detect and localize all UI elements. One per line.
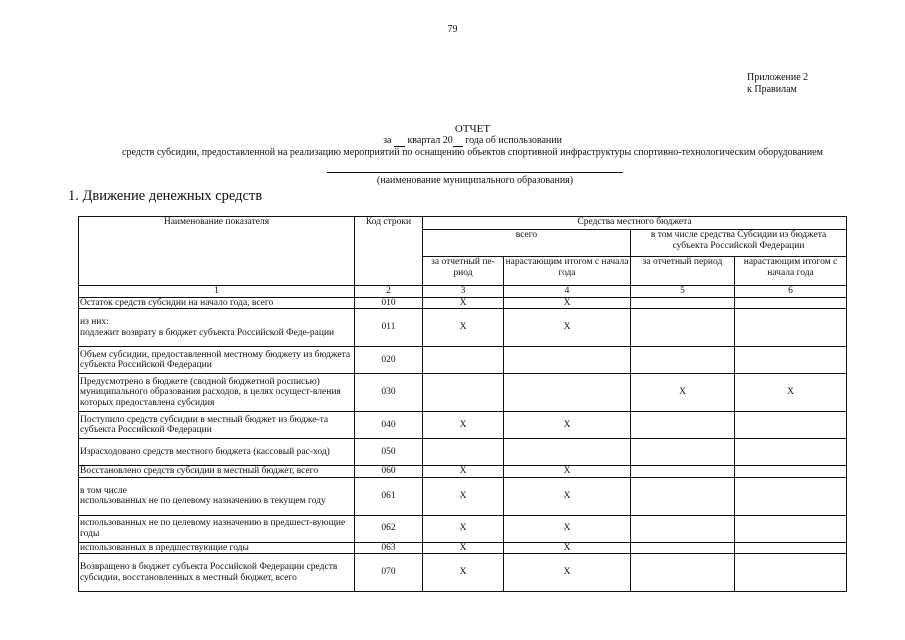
header-cumulative: нарастающим итогом с начала года (504, 257, 631, 286)
table-row (79, 466, 847, 478)
row-code: 050 (355, 439, 423, 466)
cell-col-4: X (504, 542, 631, 554)
header-row-code: Код строки (355, 217, 423, 286)
cell-col-4: X (504, 554, 631, 592)
row-name: Предусмотрено в бюджете (сводной бюджетной росписью) муниципального образования расходов, в целях осущест-вления которых предоставлена субсидия (79, 374, 355, 412)
header-total: всего (423, 230, 631, 257)
cell-col-4 (504, 347, 631, 374)
row-name: из них: подлежит возврату в бюджет субъекта Российской Феде-рации (79, 309, 355, 347)
cell-col-6: X (735, 374, 847, 412)
cell-col-6 (735, 347, 847, 374)
col-number: 6 (735, 286, 847, 298)
report-period-za: за (383, 135, 392, 146)
row-code: 011 (355, 309, 423, 347)
col-number: 5 (631, 286, 735, 298)
cell-col-5 (631, 347, 735, 374)
row-name: Израсходовано средств местного бюджета (кассовый рас-ход) (79, 439, 355, 466)
cell-col-5 (631, 297, 735, 309)
row-name: Остаток средств субсидии на начало года, всего (79, 297, 355, 309)
table-row (79, 347, 847, 374)
cell-col-5 (631, 466, 735, 478)
cell-col-4 (504, 439, 631, 466)
row-code: 060 (355, 466, 423, 478)
report-period-end: года об использовании (465, 135, 562, 146)
cell-col-6 (735, 412, 847, 439)
row-code: 070 (355, 554, 423, 592)
cell-col-3: X (423, 515, 504, 542)
section-heading: 1. Движение денежных средств (68, 188, 263, 204)
row-code: 063 (355, 542, 423, 554)
cell-col-4: X (504, 309, 631, 347)
row-name: Восстановлено средств субсидии в местный бюджет, всего (79, 466, 355, 478)
header-cumulative-2: нарастающим итогом с начала года (735, 257, 847, 286)
cell-col-5 (631, 309, 735, 347)
cell-col-3: X (423, 412, 504, 439)
row-name: в том числе использованных не по целевому назначению в текущем году (79, 477, 355, 515)
cell-col-4: X (504, 477, 631, 515)
cell-col-3: X (423, 309, 504, 347)
report-subject: средств субсидии, предоставленной на реализацию мероприятий по оснащению объектов спортивной инфраструктуры спортивно-технологическим оборудованием (122, 147, 823, 158)
cell-col-6 (735, 309, 847, 347)
cell-col-5 (631, 542, 735, 554)
cell-col-6 (735, 297, 847, 309)
cell-col-5 (631, 477, 735, 515)
report-period-line (0, 135, 905, 147)
cell-col-3 (423, 347, 504, 374)
table-row (79, 374, 847, 412)
cell-col-3: X (423, 297, 504, 309)
row-name: использованных не по целевому назначению в предшест-вующие годы (79, 515, 355, 542)
table-body (79, 297, 847, 592)
table-row (79, 439, 847, 466)
cell-col-3: X (423, 466, 504, 478)
header-indicator-name: Наименование показателя (79, 217, 355, 286)
cell-col-6 (735, 439, 847, 466)
report-period-quarter: квартал 20 (407, 135, 453, 146)
table-row (79, 554, 847, 592)
table-row (79, 515, 847, 542)
row-code: 040 (355, 412, 423, 439)
cell-col-5 (631, 412, 735, 439)
row-name: Возвращено в бюджет субъекта Российской Федерации средств субсидии, восстановленных в местный бюджет, всего (79, 554, 355, 592)
cell-col-5: X (631, 374, 735, 412)
cell-col-6 (735, 466, 847, 478)
cell-col-4: X (504, 466, 631, 478)
col-number: 4 (504, 286, 631, 298)
cell-col-4 (504, 374, 631, 412)
quarter-blank (394, 135, 405, 147)
cell-col-3 (423, 439, 504, 466)
col-number: 2 (355, 286, 423, 298)
municipality-name-line (327, 172, 623, 173)
report-title-block (0, 124, 905, 158)
municipality-caption: (наименование муниципального образования) (376, 175, 574, 186)
row-name: Поступило средств субсидии в местный бюджет из бюдже-та субъекта Российской Федерации (79, 412, 355, 439)
row-code: 030 (355, 374, 423, 412)
report-title: ОТЧЕТ (454, 123, 491, 135)
cell-col-6 (735, 515, 847, 542)
cell-col-5 (631, 554, 735, 592)
funds-movement-table (78, 216, 847, 592)
cell-col-3 (423, 374, 504, 412)
cell-col-6 (735, 477, 847, 515)
appendix-line-2: к Правилам (747, 84, 797, 95)
cell-col-5 (631, 439, 735, 466)
row-code: 010 (355, 297, 423, 309)
col-number: 3 (423, 286, 504, 298)
appendix-line-1: Приложение 2 (747, 72, 809, 83)
header-period: за отчетный пе-риод (423, 257, 504, 286)
cell-col-4: X (504, 515, 631, 542)
row-name: использованных в предшествующие годы (79, 542, 355, 554)
cell-col-3: X (423, 554, 504, 592)
table-row (79, 542, 847, 554)
cell-col-4: X (504, 297, 631, 309)
cell-col-6 (735, 542, 847, 554)
row-code: 062 (355, 515, 423, 542)
row-code: 061 (355, 477, 423, 515)
cell-col-6 (735, 554, 847, 592)
row-name: Объем субсидии, предоставленной местному бюджету из бюджета субъекта Российской Федерации (79, 347, 355, 374)
header-incl-subsidy: в том числе средства Субсидии из бюджета субъекта Российской Федерации (631, 230, 847, 257)
header-period-2: за отчетный период (631, 257, 735, 286)
table-row (79, 309, 847, 347)
cell-col-4: X (504, 412, 631, 439)
page-number: 79 (447, 24, 458, 35)
table-row (79, 477, 847, 515)
table-row (79, 297, 847, 309)
table-row (79, 412, 847, 439)
cell-col-3: X (423, 542, 504, 554)
cell-col-3: X (423, 477, 504, 515)
row-code: 020 (355, 347, 423, 374)
col-number: 1 (79, 286, 355, 298)
cell-col-5 (631, 515, 735, 542)
year-blank (453, 135, 463, 147)
appendix-note (747, 72, 808, 96)
header-local-budget: Средства местного бюджета (423, 217, 847, 230)
